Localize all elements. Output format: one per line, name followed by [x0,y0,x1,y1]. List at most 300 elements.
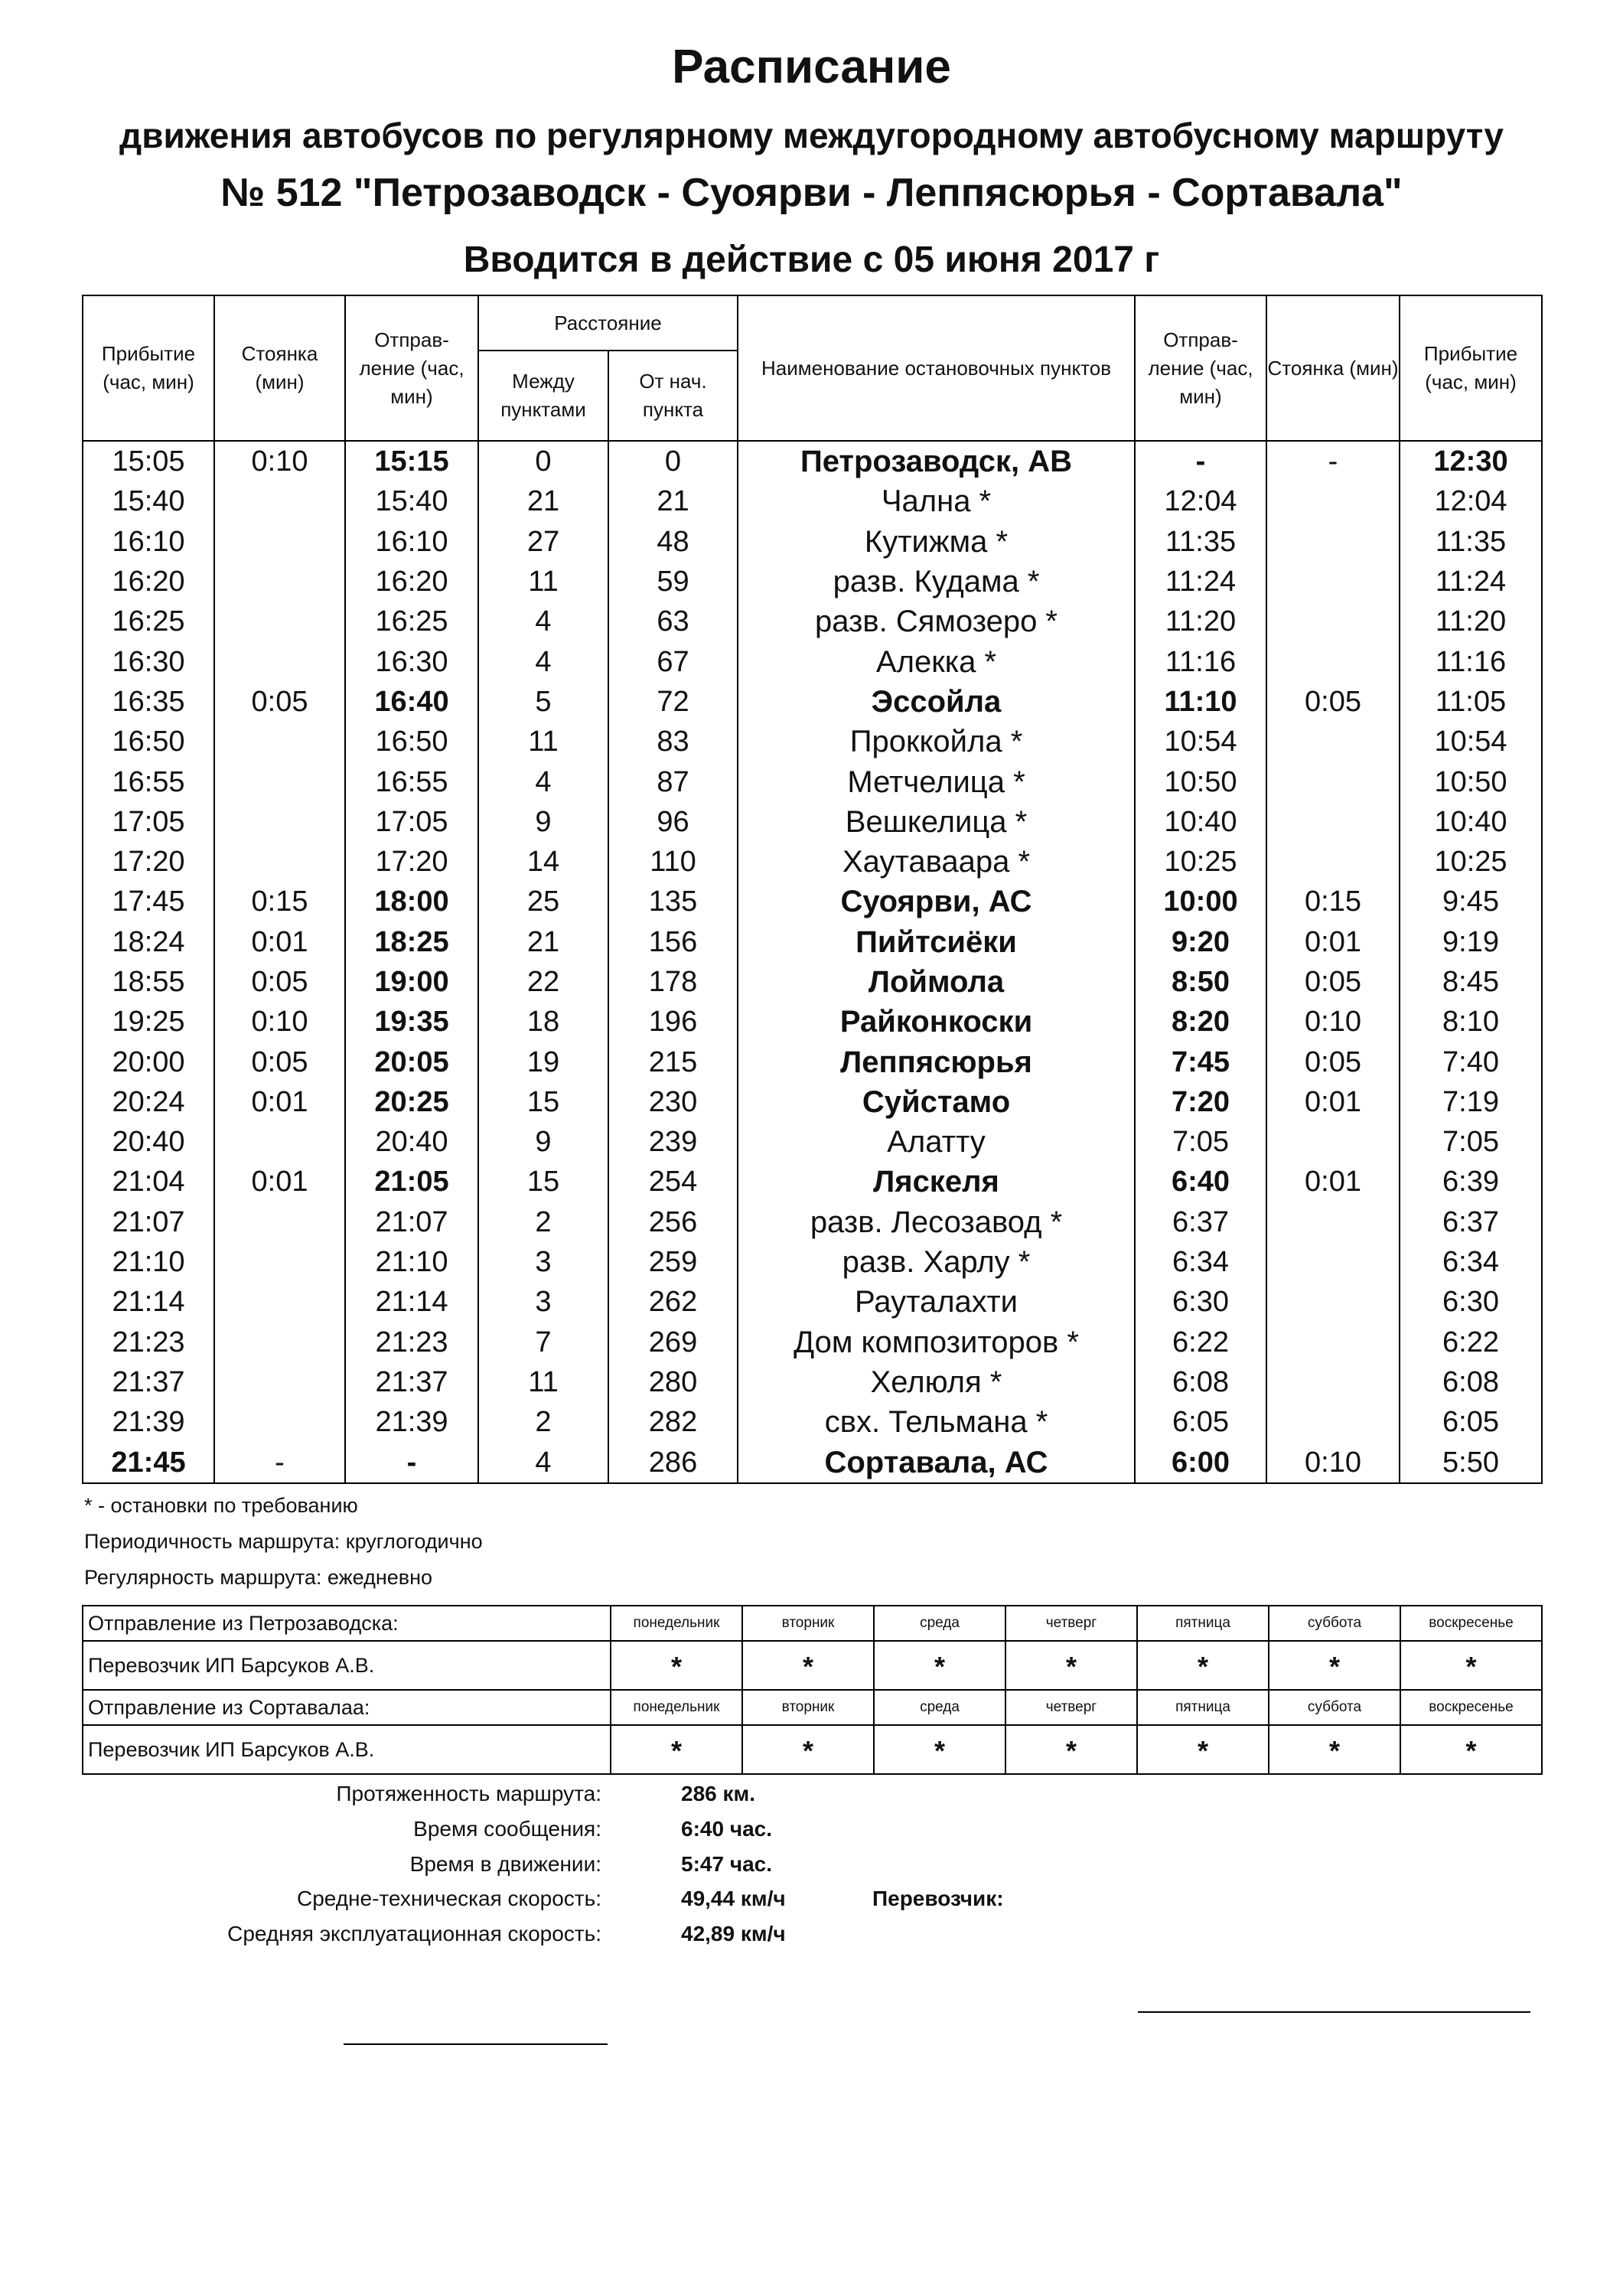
cell-stop-time: 0:15 [214,882,345,921]
schedule-row [83,1162,1542,1202]
cell-departure: 17:05 [345,802,478,842]
day-mark: * [611,1725,742,1774]
cell-departure: 20:05 [345,1042,478,1081]
summary-value-length: 286 км. [681,1782,756,1805]
cell-departure: 15:15 [345,441,478,481]
cell-stop-time-return [1266,762,1400,801]
cell-distance-total: 196 [608,1002,738,1042]
cell-stop-time [214,641,345,681]
cell-arrival-return: 11:05 [1400,682,1542,722]
cell-arrival: 17:05 [83,802,214,842]
cell-distance-between: 3 [478,1242,608,1282]
header-between: Между пунктами [478,351,608,441]
cell-arrival-return: 12:04 [1400,481,1542,521]
schedule-row [83,522,1542,562]
schedule-row [83,762,1542,801]
cell-distance-between: 19 [478,1042,608,1081]
cell-arrival: 20:24 [83,1082,214,1122]
cell-departure: 20:25 [345,1082,478,1122]
schedule-row [83,641,1542,681]
cell-arrival-return: 9:45 [1400,882,1542,921]
cell-distance-total: 21 [608,481,738,521]
cell-distance-between: 7 [478,1322,608,1362]
schedule-row [83,1002,1542,1042]
carrier-name: Перевозчик ИП Барсуков А.В. [83,1725,611,1774]
cell-departure-return: 6:37 [1135,1202,1266,1242]
schedule-row [83,842,1542,882]
cell-distance-total: 156 [608,922,738,962]
cell-arrival: 21:45 [83,1442,214,1482]
cell-stop-time: - [214,1442,345,1482]
signature-line-carrier [1138,2011,1530,2013]
schedule-row [83,722,1542,762]
cell-arrival-return: 6:39 [1400,1162,1542,1202]
summary-value-operating-speed: 42,89 км/ч [681,1922,786,1945]
cell-stop-name: Алекка * [738,641,1135,681]
cell-departure: 16:20 [345,562,478,602]
cell-departure: 18:25 [345,922,478,962]
cell-distance-between: 2 [478,1202,608,1242]
weekday-label: среда [874,1690,1005,1725]
cell-departure-return: 10:00 [1135,882,1266,921]
cell-stop-time-return [1266,1362,1400,1402]
cell-stop-name: Хелюля * [738,1362,1135,1402]
schedule-row [83,802,1542,842]
cell-arrival-return: 12:30 [1400,441,1542,481]
cell-distance-between: 15 [478,1162,608,1202]
cell-arrival-return: 6:30 [1400,1282,1542,1322]
day-mark: * [1400,1725,1542,1774]
cell-arrival-return: 6:05 [1400,1402,1542,1442]
day-mark: * [742,1725,874,1774]
cell-arrival: 16:55 [83,762,214,801]
cell-arrival-return: 6:34 [1400,1242,1542,1282]
cell-distance-between: 9 [478,1122,608,1162]
cell-distance-total: 135 [608,882,738,921]
cell-departure-return: 6:00 [1135,1442,1266,1482]
cell-arrival: 16:10 [83,522,214,562]
page-title: Расписание [672,41,951,93]
cell-arrival-return: 10:25 [1400,842,1542,882]
cell-distance-between: 11 [478,1362,608,1402]
cell-stop-time [214,1322,345,1362]
schedule-row [83,962,1542,1002]
cell-departure: 16:55 [345,762,478,801]
cell-departure: 19:00 [345,962,478,1002]
cell-arrival: 21:37 [83,1362,214,1402]
carrier-row [83,1725,1542,1774]
weekday-label: вторник [742,1690,874,1725]
cell-arrival: 21:10 [83,1242,214,1282]
cell-stop-time-return: 0:05 [1266,1042,1400,1081]
effective-date: Вводится в действие с 05 июня 2017 г [463,240,1160,280]
cell-arrival: 16:50 [83,722,214,762]
note-request-stops: * - остановки по требованию [84,1494,358,1517]
cell-departure: 21:07 [345,1202,478,1242]
cell-departure-return: - [1135,441,1266,481]
cell-departure: 18:00 [345,882,478,921]
cell-departure-return: 6:08 [1135,1362,1266,1402]
cell-stop-time [214,1402,345,1442]
cell-arrival-return: 7:05 [1400,1122,1542,1162]
cell-distance-total: 0 [608,441,738,481]
schedule-row [83,1242,1542,1282]
cell-arrival-return: 6:22 [1400,1322,1542,1362]
cell-arrival-return: 11:35 [1400,522,1542,562]
weekday-label: пятница [1137,1690,1269,1725]
cell-stop-name: Петрозаводск, АВ [738,441,1135,481]
cell-departure: 21:23 [345,1322,478,1362]
schedule-row [83,481,1542,521]
weekday-table [82,1605,1543,1775]
cell-distance-total: 48 [608,522,738,562]
cell-stop-name: Ляскеля [738,1162,1135,1202]
cell-distance-total: 59 [608,562,738,602]
cell-stop-name: разв. Харлу * [738,1242,1135,1282]
cell-departure-return: 10:40 [1135,802,1266,842]
weekday-label: пятница [1137,1606,1269,1641]
header-stop: Стоянка (мин) [214,295,345,441]
cell-arrival-return: 7:19 [1400,1082,1542,1122]
cell-arrival-return: 8:10 [1400,1002,1542,1042]
schedule-row [83,882,1542,921]
cell-distance-between: 21 [478,922,608,962]
schedule-row [83,1322,1542,1362]
cell-departure-return: 6:22 [1135,1322,1266,1362]
summary-label-length: Протяженность маршрута: [336,1782,601,1805]
cell-distance-total: 230 [608,1082,738,1122]
cell-departure: 17:20 [345,842,478,882]
weekday-label: воскресенье [1400,1606,1542,1641]
cell-stop-time-return: 0:01 [1266,922,1400,962]
day-mark: * [1269,1725,1400,1774]
cell-departure-return: 7:05 [1135,1122,1266,1162]
cell-stop-time [214,522,345,562]
cell-stop-name: Эссойла [738,682,1135,722]
schedule-row [83,1402,1542,1442]
header-from-start: От нач. пункта [608,351,738,441]
cell-departure-return: 10:25 [1135,842,1266,882]
cell-arrival-return: 10:40 [1400,802,1542,842]
cell-distance-between: 9 [478,802,608,842]
cell-departure-return: 11:10 [1135,682,1266,722]
cell-stop-time-return: 0:05 [1266,682,1400,722]
cell-stop-time [214,481,345,521]
cell-distance-between: 11 [478,562,608,602]
cell-arrival: 21:07 [83,1202,214,1242]
cell-arrival: 16:30 [83,641,214,681]
cell-distance-total: 215 [608,1042,738,1081]
cell-departure-return: 6:40 [1135,1162,1266,1202]
cell-distance-total: 259 [608,1242,738,1282]
cell-stop-time-return [1266,641,1400,681]
route-name: № 512 "Петрозаводск - Суоярви - Леппясюрья - Сортавала" [220,171,1403,215]
summary-label-tech-speed: Средне-техническая скорость: [296,1887,601,1910]
weekday-label: четверг [1005,1690,1137,1725]
cell-stop-name: Кутижма * [738,522,1135,562]
header-departure-return: Отправ- ление (час, мин) [1135,295,1266,441]
cell-departure-return: 7:20 [1135,1082,1266,1122]
cell-stop-time-return [1266,562,1400,602]
cell-distance-between: 3 [478,1282,608,1322]
weekday-label: вторник [742,1606,874,1641]
cell-stop-name: Хаутаваара * [738,842,1135,882]
cell-stop-name: Проккойла * [738,722,1135,762]
cell-departure-return: 11:16 [1135,641,1266,681]
schedule-row [83,562,1542,602]
header-distance: Расстояние [478,295,738,351]
cell-distance-total: 282 [608,1402,738,1442]
cell-stop-time-return [1266,1282,1400,1322]
cell-stop-time-return: 0:10 [1266,1442,1400,1482]
day-mark: * [874,1641,1005,1690]
cell-departure: - [345,1442,478,1482]
page-subtitle: движения автобусов по регулярному междугородному автобусному маршруту [119,116,1504,155]
weekday-label: понедельник [611,1606,742,1641]
schedule-row [83,922,1542,962]
weekday-label: понедельник [611,1690,742,1725]
cell-arrival: 21:23 [83,1322,214,1362]
weekday-label: среда [874,1606,1005,1641]
schedule-table [82,295,1543,1484]
cell-stop-time [214,1202,345,1242]
cell-departure-return: 8:50 [1135,962,1266,1002]
cell-stop-time-return [1266,1202,1400,1242]
cell-stop-name: Суоярви, АС [738,882,1135,921]
day-mark: * [1269,1641,1400,1690]
cell-departure: 16:25 [345,602,478,641]
cell-arrival: 16:25 [83,602,214,641]
cell-stop-time [214,842,345,882]
cell-arrival: 16:20 [83,562,214,602]
cell-stop-time-return [1266,842,1400,882]
cell-distance-total: 110 [608,842,738,882]
cell-departure: 21:10 [345,1242,478,1282]
cell-arrival-return: 10:50 [1400,762,1542,801]
cell-stop-time [214,1282,345,1322]
cell-departure-return: 12:04 [1135,481,1266,521]
cell-stop-time-return [1266,481,1400,521]
cell-distance-between: 5 [478,682,608,722]
cell-stop-time: 0:05 [214,962,345,1002]
summary-label-operating-speed: Средняя эксплуатационная скорость: [227,1922,601,1945]
schedule-row [83,1202,1542,1242]
cell-stop-time [214,562,345,602]
cell-departure-return: 7:45 [1135,1042,1266,1081]
weekday-label: суббота [1269,1606,1400,1641]
cell-distance-between: 11 [478,722,608,762]
cell-departure: 16:40 [345,682,478,722]
carrier-name: Перевозчик ИП Барсуков А.В. [83,1641,611,1690]
signature-line-left [344,2043,608,2045]
summary-label-travel-time: Время сообщения: [413,1817,601,1841]
cell-arrival: 21:04 [83,1162,214,1202]
cell-stop-name: Райконкоски [738,1002,1135,1042]
cell-stop-time [214,602,345,641]
cell-departure: 21:05 [345,1162,478,1202]
carrier-label: Перевозчик: [872,1887,1004,1910]
cell-departure: 16:50 [345,722,478,762]
cell-arrival-return: 9:19 [1400,922,1542,962]
cell-distance-total: 72 [608,682,738,722]
cell-stop-time: 0:01 [214,1082,345,1122]
cell-arrival: 18:24 [83,922,214,962]
cell-stop-time-return [1266,602,1400,641]
cell-stop-time [214,802,345,842]
cell-distance-total: 239 [608,1122,738,1162]
cell-stop-time [214,722,345,762]
cell-distance-total: 286 [608,1442,738,1482]
cell-arrival: 15:05 [83,441,214,481]
cell-arrival-return: 11:20 [1400,602,1542,641]
cell-distance-total: 178 [608,962,738,1002]
cell-stop-time-return: 0:15 [1266,882,1400,921]
cell-stop-name: Суйстамо [738,1082,1135,1122]
cell-arrival-return: 11:16 [1400,641,1542,681]
cell-arrival-return: 6:08 [1400,1362,1542,1402]
cell-arrival: 17:45 [83,882,214,921]
cell-stop-time-return: - [1266,441,1400,481]
cell-stop-time: 0:01 [214,922,345,962]
cell-stop-time-return [1266,1402,1400,1442]
cell-distance-between: 14 [478,842,608,882]
cell-stop-name: Пийтсиёки [738,922,1135,962]
summary-value-moving-time: 5:47 час. [681,1852,772,1876]
schedule-row [83,1122,1542,1162]
cell-distance-total: 269 [608,1322,738,1362]
cell-arrival: 20:00 [83,1042,214,1081]
cell-arrival: 15:40 [83,481,214,521]
header-stop-name: Наименование остановочных пунктов [738,295,1135,441]
cell-departure-return: 10:54 [1135,722,1266,762]
cell-stop-time [214,1362,345,1402]
cell-departure: 19:35 [345,1002,478,1042]
cell-stop-time-return: 0:01 [1266,1082,1400,1122]
cell-arrival-return: 11:24 [1400,562,1542,602]
note-periodicity: Периодичность маршрута: круглогодично [84,1530,483,1553]
cell-distance-between: 27 [478,522,608,562]
cell-distance-total: 280 [608,1362,738,1402]
header-arrival-return: Прибытие (час, мин) [1400,295,1542,441]
day-mark: * [1005,1641,1137,1690]
departure-label: Отправление из Петрозаводска: [83,1606,611,1641]
cell-departure-return: 11:20 [1135,602,1266,641]
cell-stop-name: разв. Кудама * [738,562,1135,602]
cell-arrival-return: 5:50 [1400,1442,1542,1482]
cell-stop-time-return [1266,1122,1400,1162]
schedule-row [83,682,1542,722]
schedule-row [83,1042,1542,1081]
cell-departure: 21:14 [345,1282,478,1322]
schedule-row [83,441,1542,481]
cell-distance-total: 83 [608,722,738,762]
cell-stop-time: 0:05 [214,682,345,722]
cell-distance-between: 21 [478,481,608,521]
cell-departure-return: 8:20 [1135,1002,1266,1042]
schedule-row [83,1362,1542,1402]
summary-value-travel-time: 6:40 час. [681,1817,772,1841]
cell-arrival-return: 7:40 [1400,1042,1542,1081]
day-mark: * [742,1641,874,1690]
cell-departure: 21:37 [345,1362,478,1402]
cell-distance-total: 254 [608,1162,738,1202]
cell-distance-between: 4 [478,762,608,801]
cell-stop-time: 0:05 [214,1042,345,1081]
cell-distance-total: 262 [608,1282,738,1322]
cell-distance-between: 4 [478,602,608,641]
cell-departure-return: 6:30 [1135,1282,1266,1322]
cell-stop-name: разв. Лесозавод * [738,1202,1135,1242]
carrier-row [83,1641,1542,1690]
cell-arrival: 21:14 [83,1282,214,1322]
cell-departure: 15:40 [345,481,478,521]
cell-departure-return: 9:20 [1135,922,1266,962]
cell-distance-between: 25 [478,882,608,921]
cell-distance-between: 22 [478,962,608,1002]
cell-departure-return: 6:34 [1135,1242,1266,1282]
cell-stop-time-return [1266,722,1400,762]
cell-stop-time [214,762,345,801]
cell-distance-between: 0 [478,441,608,481]
header-stop-return: Стоянка (мин) [1266,295,1400,441]
cell-departure: 16:30 [345,641,478,681]
day-mark: * [874,1725,1005,1774]
cell-distance-between: 15 [478,1082,608,1122]
cell-stop-time-return: 0:10 [1266,1002,1400,1042]
cell-distance-total: 256 [608,1202,738,1242]
cell-stop-time [214,1122,345,1162]
cell-arrival: 16:35 [83,682,214,722]
cell-stop-time [214,1242,345,1282]
summary-value-tech-speed: 49,44 км/ч [681,1887,786,1910]
cell-arrival: 20:40 [83,1122,214,1162]
schedule-row [83,1282,1542,1322]
note-regularity: Регулярность маршрута: ежедневно [84,1566,433,1589]
summary-label-moving-time: Время в движении: [409,1852,601,1876]
cell-distance-between: 4 [478,641,608,681]
cell-stop-time-return [1266,1322,1400,1362]
cell-departure: 21:39 [345,1402,478,1442]
cell-stop-name: Леппясюрья [738,1042,1135,1081]
cell-arrival: 17:20 [83,842,214,882]
cell-stop-name: свх. Тельмана * [738,1402,1135,1442]
day-mark: * [1137,1725,1269,1774]
weekday-label: четверг [1005,1606,1137,1641]
cell-distance-total: 67 [608,641,738,681]
cell-arrival: 19:25 [83,1002,214,1042]
cell-stop-time: 0:01 [214,1162,345,1202]
header-departure: Отправ- ление (час, мин) [345,295,478,441]
cell-stop-time-return [1266,802,1400,842]
cell-stop-time: 0:10 [214,1002,345,1042]
cell-arrival-return: 6:37 [1400,1202,1542,1242]
cell-stop-time-return [1266,1242,1400,1282]
cell-distance-between: 2 [478,1402,608,1442]
cell-stop-name: разв. Сямозеро * [738,602,1135,641]
day-mark: * [1005,1725,1137,1774]
day-mark: * [1137,1641,1269,1690]
cell-departure: 20:40 [345,1122,478,1162]
schedule-row [83,1442,1542,1482]
cell-arrival-return: 8:45 [1400,962,1542,1002]
cell-stop-name: Вешкелица * [738,802,1135,842]
cell-distance-between: 18 [478,1002,608,1042]
cell-distance-between: 4 [478,1442,608,1482]
cell-distance-total: 87 [608,762,738,801]
cell-stop-name: Алатту [738,1122,1135,1162]
day-mark: * [611,1641,742,1690]
day-mark: * [1400,1641,1542,1690]
